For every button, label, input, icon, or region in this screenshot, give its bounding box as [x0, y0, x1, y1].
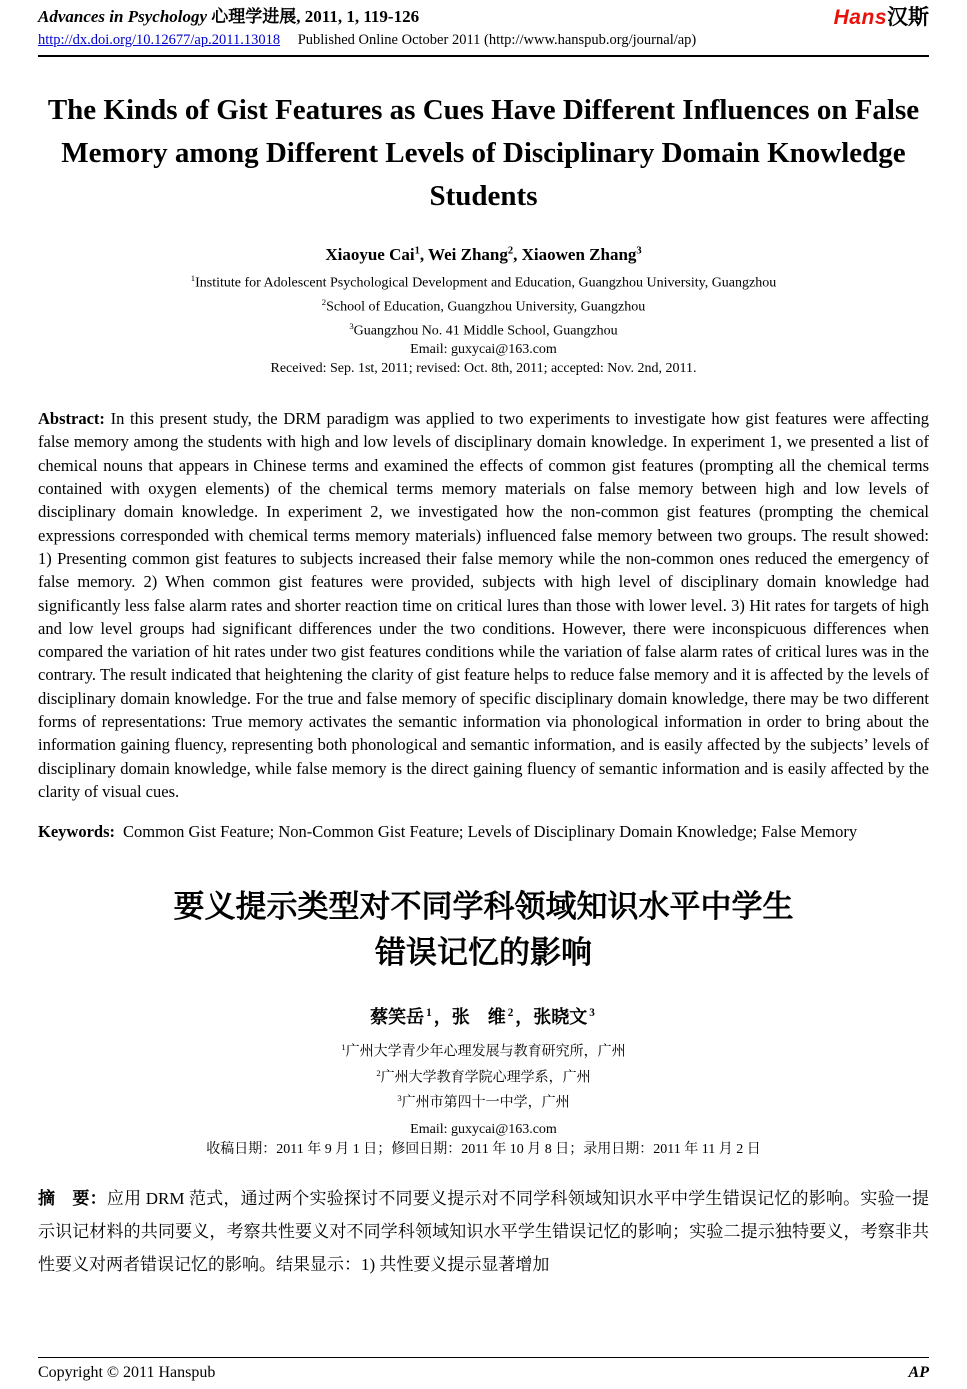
author-sup: 1: [414, 245, 420, 256]
author: [325, 245, 428, 264]
author: [428, 245, 522, 264]
header-rule: [38, 55, 929, 57]
author-separator: ,: [513, 244, 522, 264]
header-left: [38, 6, 696, 50]
abstract-section: [38, 407, 929, 803]
affiliation-sup: 2: [321, 296, 327, 307]
chinese-abstract-label: 摘 要：: [38, 1189, 107, 1209]
hans-publisher-logo: [834, 6, 929, 30]
hans-logo-latin: Hans: [833, 6, 887, 29]
author: [370, 1007, 452, 1027]
affiliation-line: [38, 317, 929, 341]
affiliation-line: [38, 293, 929, 317]
affiliation-text: 广州大学青少年心理发展与教育研究所，广州: [345, 1044, 626, 1060]
abstract-label: Abstract:: [38, 409, 105, 429]
affiliation-text: Institute for Adolescent Psychological Development and Education, Guangzhou University, Guangzhou: [195, 275, 777, 291]
affiliation-line: [38, 1063, 929, 1089]
author-separator: ,: [419, 244, 429, 264]
affiliation-sup: 2: [376, 1067, 381, 1078]
copyright-text: Copyright © 2011 Hanspub: [38, 1364, 216, 1381]
affiliation-line: [38, 269, 929, 293]
journal-issue: 心理学进展, 2011, 1, 119-126: [211, 7, 420, 26]
footer-rule: [38, 1357, 929, 1358]
author-sup: 3: [589, 1007, 595, 1020]
keywords-section: [38, 819, 929, 844]
page-header: [38, 6, 929, 50]
chinese-abstract-section: [38, 1182, 929, 1281]
affiliation-sup: 1: [341, 1042, 346, 1053]
author-sup: 2: [507, 245, 514, 256]
affiliation-line: [38, 1088, 929, 1114]
author-separator: ，: [515, 1007, 534, 1028]
abstract-text: In this present study, the DRM paradigm was applied to two experiments to investigate how gist features were affecting false memory among the students with high and low levels of disciplinary domain knowledge. In experiment 1, we presented a list of chemical nouns that appears in Chinese terms and examined the effects of common gist features (prompting all the chemical terms contained with oxygen elements) of the chemical terms memory materials on false memory between high and low levels of disciplinary domain knowledge. In experiment 2, we investigated how the non-common gist features (prompting the chemical expressions corresponded with chemical terms memory materials) influenced false memory between two groups. The result showed: 1) Presenting common gist features to subjects increased their false memory while the non-common ones reduced the emergency of false memory. 2) When common gist features were provided, subjects with high level of disciplinary domain knowledge had significantly less false alarm rates and shorter reaction time on critical lures than those with lower level. 3) Hit rates for targets of high and low level groups had significant differences under the two conditions. However, there were inconspicuous differences when compared the variation of hit rates under two gist features conditions while the variation of false alarm rates of critical lures was in the contrary. The result indicated that heightening the clarity of gist feature helps to reduce false memory and it is affected by the levels of disciplinary domain knowledge. For the true and false memory of specific disciplinary domain knowledge, there may be two different forms of representations: True memory activates the semantic information via phonological information in order to bring about the information gaining fluency, representing both phonological and semantic information, and is easily affected by the subjects’ levels of disciplinary domain knowledge, while false memory is the direct gaining fluency of semantic information and is easily affected by the clarity of visual cues.: [38, 409, 929, 801]
email-line: Email: guxycai@163.com: [410, 1122, 557, 1138]
author-name: Xiaowen Zhang: [521, 244, 637, 264]
author-name: Wei Zhang: [428, 244, 508, 264]
chinese-affiliations-block: [38, 1037, 929, 1160]
chinese-title: [38, 884, 929, 976]
chinese-title-line2: 错误记忆的影响: [375, 935, 592, 971]
authors-line: [38, 240, 929, 266]
affiliation-sup: 3: [349, 320, 354, 331]
affiliation-sup: 3: [397, 1093, 402, 1104]
author-name: 张晓文: [533, 1007, 588, 1028]
doi-link[interactable]: http://dx.doi.org/10.12677/ap.2011.13018: [38, 32, 281, 48]
affiliation-text: Guangzhou No. 41 Middle School, Guangzhou: [353, 323, 618, 339]
affiliation-text: 广州大学教育学院心理学系，广州: [380, 1070, 591, 1086]
affiliation-text: School of Education, Guangzhou University, Guangzhou: [326, 299, 646, 315]
author-name: 蔡笑岳: [370, 1007, 425, 1028]
author: [533, 1007, 597, 1027]
keywords-text: Common Gist Feature; Non-Common Gist Feature; Levels of Disciplinary Domain Knowledge; False Memory: [123, 822, 858, 842]
author-sup: 3: [636, 245, 642, 256]
published-info: Published Online October 2011 (http://www.hanspub.org/journal/ap): [297, 32, 697, 48]
chinese-title-line1: 要义提示类型对不同学科领域知识水平中学生: [173, 889, 794, 925]
author-name: Xiaoyue Cai: [325, 244, 415, 264]
affiliations-block: [38, 269, 929, 378]
affiliation-text: 广州市第四十一中学，广州: [401, 1096, 570, 1112]
keywords-label: Keywords:: [38, 822, 115, 842]
author-sup: 2: [507, 1007, 514, 1020]
affiliation-sup: 1: [190, 272, 196, 283]
email-line: Email: guxycai@163.com: [410, 342, 557, 358]
author: [522, 245, 642, 264]
journal-line: [38, 6, 696, 28]
journal-abbreviation: AP: [908, 1364, 929, 1381]
chinese-abstract-text: 应用 DRM 范式，通过两个实验探讨不同要义提示对不同学科领域知识水平中学生错误记忆的影响。实验一提示识记材料的共同要义，考察共性要义对不同学科领域知识水平学生错误记忆的影响；实验二提示独特要义，考察非共性要义对两者错误记忆的影响。结果显示：1) 共性要义提示显著增加: [38, 1189, 930, 1275]
doi-line: [38, 31, 696, 50]
footer-row: [38, 1363, 929, 1383]
author: [452, 1007, 534, 1027]
dates-line: 收稿日期：2011 年 9 月 1 日；修回日期：2011 年 10 月 8 日；录用日期：2011 年 11 月 2 日: [206, 1142, 761, 1158]
journal-name: Advances in Psychology: [38, 7, 208, 26]
affiliation-line: [38, 1037, 929, 1063]
paper-title: The Kinds of Gist Features as Cues Have Different Influences on False Memory among Different Levels of Disciplinary Domain Knowledge Students: [47, 94, 920, 212]
author-separator: ，: [433, 1007, 452, 1028]
page-footer: [38, 1357, 929, 1383]
hans-logo-cn: 汉斯: [887, 6, 929, 29]
received-line: Received: Sep. 1st, 2011; revised: Oct. 8th, 2011; accepted: Nov. 2nd, 2011.: [270, 360, 697, 376]
author-name: 张 维: [451, 1007, 506, 1028]
author-sup: 1: [426, 1007, 432, 1020]
chinese-authors-line: [38, 1002, 929, 1029]
